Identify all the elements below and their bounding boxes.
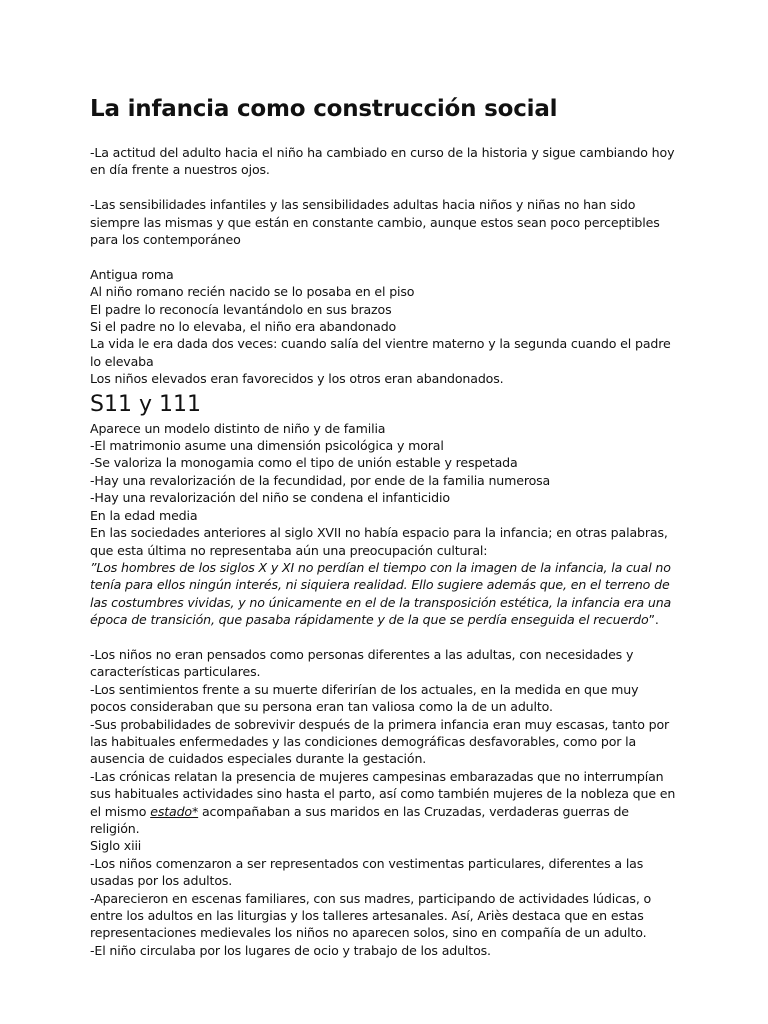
section-heading-s11: S11 y 111 <box>90 391 201 417</box>
s3-line: -Los niños no eran pensados como personas diferentes a las adultas, con necesidades y características particulares. <box>90 646 634 680</box>
roma-line: Los niños elevados eran favorecidos y los otros eran abandonados. <box>90 371 504 387</box>
s3-line: -Sus probabilidades de sobrevivir después de la primera infancia eran muy escasas, tanto por las habituales enfermedades y las condiciones demográficas desfavorables, como por la ausencia de cuidados especiales durante la gestación. <box>90 716 670 767</box>
s11-line: -Se valoriza la monogamia como el tipo de unión estable y respetada <box>90 455 518 471</box>
quote-paragraph <box>90 559 678 629</box>
roma-line: Si el padre no lo elevaba, el niño era abandonado <box>90 319 397 335</box>
roma-line: El padre lo reconocía levantándolo en sus brazos <box>90 301 392 317</box>
cronicas-paragraph <box>90 768 678 838</box>
s3-line: -Los niños comenzaron a ser representados con vestimentas particulares, diferentes a las usadas por los adultos. <box>90 855 644 889</box>
s11-line: -Hay una revalorización del niño se condena el infanticidio <box>90 490 450 506</box>
s3-line: -El niño circulaba por los lugares de ocio y trabajo de los adultos. <box>90 942 491 958</box>
s11-line: -El matrimonio asume una dimensión psicológica y moral <box>90 438 444 454</box>
section-heading-roma: Antigua roma <box>90 266 174 282</box>
roma-line: Al niño romano recién nacido se lo posaba en el piso <box>90 284 415 300</box>
quote-text: ”Los hombres de los siglos X y XI no perdían el tiempo con la imagen de la infancia, la cual no tenía para ellos ningún interés, ni siquiera realidad. Ello sugiere además que, en el terreno de las costumbres vividas, y no únicamente en el de la transposición estética, la infancia era una época de transición, que pasaba rápidamente y de la que se perdía enseguida el recuerdo <box>90 559 672 628</box>
s11-line: Aparece un modelo distinto de niño y de familia <box>90 420 386 436</box>
paragraph-actitud: -La actitud del adulto hacia el niño ha cambiado en curso de la historia y sigue cambiando hoy en día frente a nuestros ojos. <box>90 145 675 178</box>
cronicas-end: acompañaban a sus maridos en las Cruzadas, verdaderas guerras de religión. <box>90 803 629 836</box>
siglo-heading: Siglo xiii <box>90 838 142 854</box>
s11-line: -Hay una revalorización de la fecundidad, por ende de la familia numerosa <box>90 472 551 488</box>
spacer <box>90 629 678 646</box>
edad-media-heading: En la edad media <box>90 507 198 523</box>
s3-line: -Aparecieron en escenas familiares, con sus madres, participando de actividades lúdicas, o entre los adultos en las liturgias y los talleres artesanales. Así, Ariès destaca que en estas representaciones medievales los niños no aparecen solos, sino en compañía de un adulto. <box>90 890 652 941</box>
s3-line: -Los sentimientos frente a su muerte diferirían de los actuales, en la medida en que muy pocos consideraban que su persona eran tan valiosa como la de un adulto. <box>90 681 639 715</box>
cronicas-text: -Las crónicas relatan la presencia de mujeres campesinas embarazadas que no interrumpían sus habituales actividades sino hasta el parto, así como también mujeres de la nobleza que en el mismo <box>90 768 676 819</box>
paragraph-sensibilidades: -Las sensibilidades infantiles y las sensibilidades adultas hacia niños y niñas no han sido siempre las mismas y que están en constante cambio, aunque estos sean poco perceptibles para los contemporáneo <box>90 197 660 248</box>
page-title: La infancia como construcción social <box>90 96 558 122</box>
spacer <box>90 179 678 196</box>
spacer <box>90 248 678 265</box>
roma-line: La vida le era dada dos veces: cuando salía del vientre materno y la segunda cuando el padre lo elevaba <box>90 336 671 369</box>
quote-end: ”. <box>648 612 659 628</box>
estado-link[interactable]: estado* <box>150 803 199 819</box>
s11-line: En las sociedades anteriores al siglo XVII no había espacio para la infancia; en otras palabras, que esta última no representaba aún una preocupación cultural: <box>90 525 668 558</box>
